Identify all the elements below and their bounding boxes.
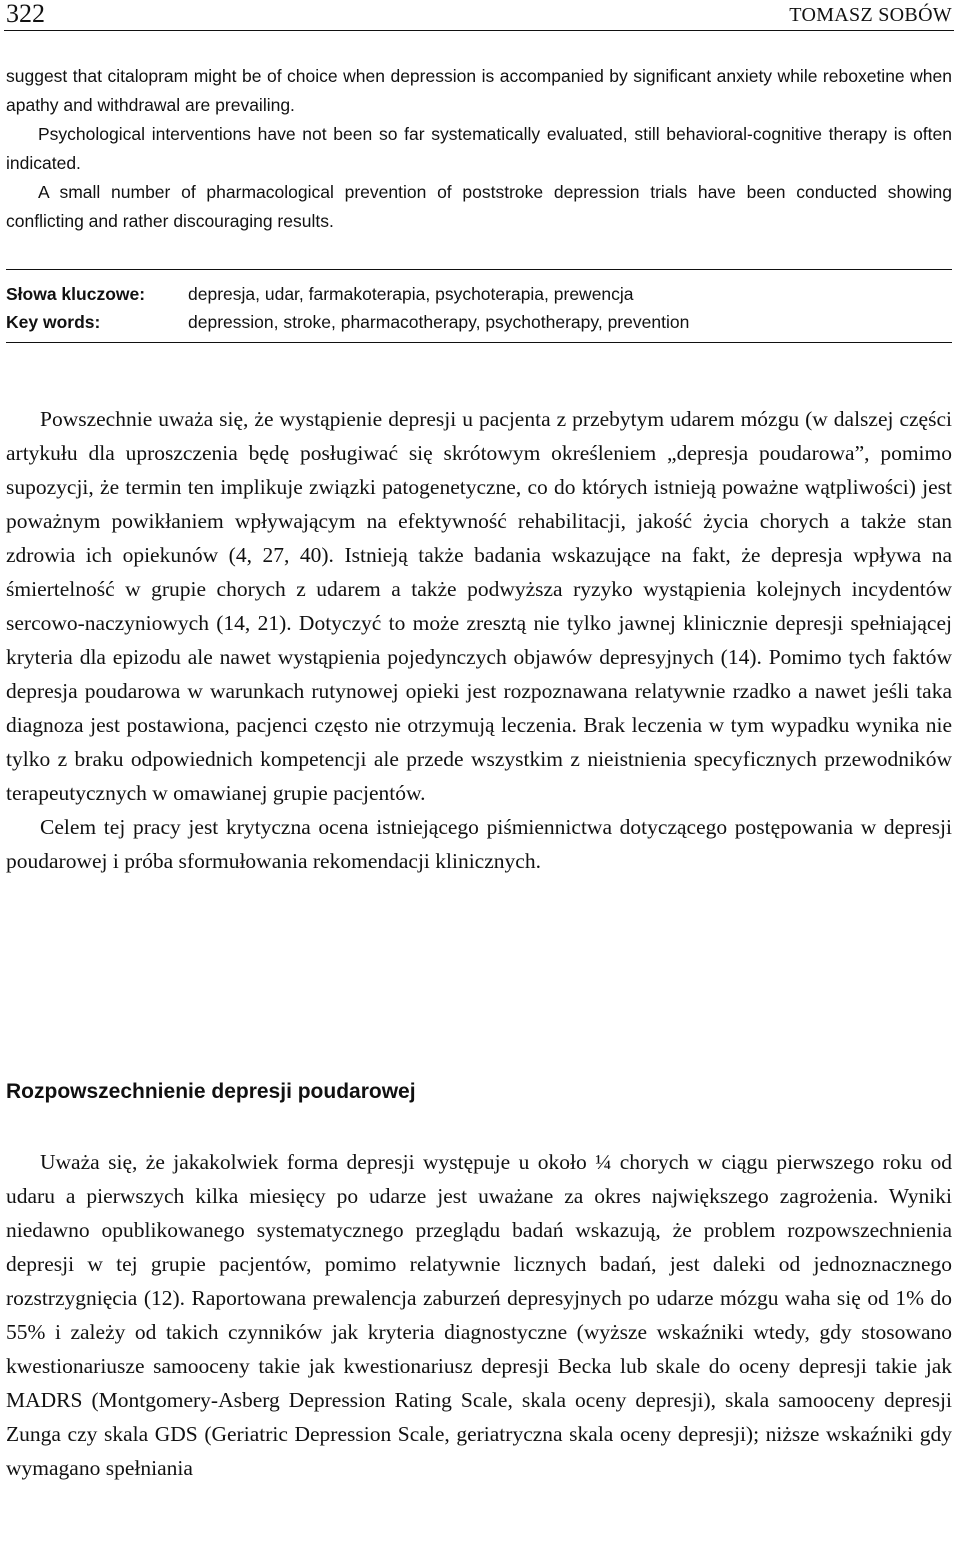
running-author: TOMASZ SOBÓW bbox=[789, 4, 952, 26]
section-heading: Rozpowszechnienie depresji poudarowej bbox=[6, 1080, 416, 1103]
section-paragraph: Uważa się, że jakakolwiek forma depresji występuje u około ¼ chorych w ciągu pierwszego roku od udaru a pierwszych kilka miesięcy po udarze jest uważane za okres największego zagrożenia. Wyniki niedawno opublikowanego systematycznego przeglądu badań wskazują, że problem rozpowszechnienia depresji w tej grupie pacjentów, pomimo relatywnie licznych badań, jest daleki od jednoznacznego rozstrzygnięcia (12). Raportowana prewalencja zaburzeń depresyjnych po udarze mózgu waha się od 1% do 55% i zależy od takich czynników jak kryteria diagnostyczne (wyższe wskaźniki wtedy, gdy stosowano kwestionariusze samooceny takie jak kwestionariusz depresji Becka lub skale do oceny depresji takie jak MADRS (Montgomery-Asberg Depression Rating Scale, skala oceny depresji), skala samooceny depresji Zunga czy skala GDS (Geriatric Depression Scale, geriatryczna skala oceny depresji); niższe wskaźniki gdy wymagano spełniania bbox=[6, 1150, 952, 1480]
keywords-label-polish: Słowa kluczowe: bbox=[6, 284, 146, 304]
keywords-label-english: Key words: bbox=[6, 312, 101, 332]
page-number: 322 bbox=[6, 0, 45, 28]
introduction-text bbox=[6, 402, 952, 878]
abstract-english bbox=[6, 62, 952, 236]
running-header bbox=[4, 0, 954, 31]
abstract-paragraph: A small number of pharmacological prevention of poststroke depression trials have been conducted showing conflicting and rather discouraging results. bbox=[6, 182, 952, 231]
section-body-text bbox=[6, 1145, 952, 1485]
abstract-paragraph: suggest that citalopram might be of choice when depression is accompanied by significant anxiety while reboxetine when apathy and withdrawal are prevailing. bbox=[6, 66, 952, 115]
keywords-value-polish: depresja, udar, farmakoterapia, psychoterapia, prewencja bbox=[188, 284, 634, 304]
intro-paragraph: Powszechnie uważa się, że wystąpienie depresji u pacjenta z przebytym udarem mózgu (w dalszej części artykułu dla uproszczenia będę posługiwać się skrótowym określeniem „depresja poudarowa”, pomimo supozycji, że termin ten implikuje związki patogenetyczne, co do których istnieją poważne wątpliwości) jest poważnym powikłaniem wpływającym na efektywność rehabilitacji, jakość życia chorych a także stan zdrowia ich opiekunów (4, 27, 40). Istnieją także badania wskazujące na fakt, że depresja wpływa na śmiertelność w grupie chorych z udarem a także podwyższa ryzyko wystąpienia kolejnych incydentów sercowo-naczyniowych (14, 21). Dotyczyć to może zresztą nie tylko jawnej klinicznie depresji spełniającej kryteria dla epizodu ale nawet wystąpienia pojedynczych objawów depresyjnych (14). Pomimo tych faktów depresja poudarowa w warunkach rutynowej opieki jest rozpoznawana relatywnie rzadko a nawet jeśli taka diagnoza jest postawiona, pacjenci często nie otrzymują leczenia. Brak leczenia w tym wypadku wynika nie tylko z braku odpowiednich kompetencji ale przede wszystkim z nieistnienia specyficznych przewodników terapeutycznych w omawianej grupie pacjentów. bbox=[6, 407, 952, 805]
keywords-value-english: depression, stroke, pharmacotherapy, psychotherapy, prevention bbox=[188, 312, 690, 332]
intro-paragraph: Celem tej pracy jest krytyczna ocena istniejącego piśmiennictwa dotyczącego postępowania w depresji poudarowej i próba sformułowania rekomendacji klinicznych. bbox=[6, 815, 952, 873]
abstract-paragraph: Psychological interventions have not been so far systematically evaluated, still behavioral-cognitive therapy is often indicated. bbox=[6, 124, 952, 173]
keywords-box bbox=[6, 269, 952, 343]
